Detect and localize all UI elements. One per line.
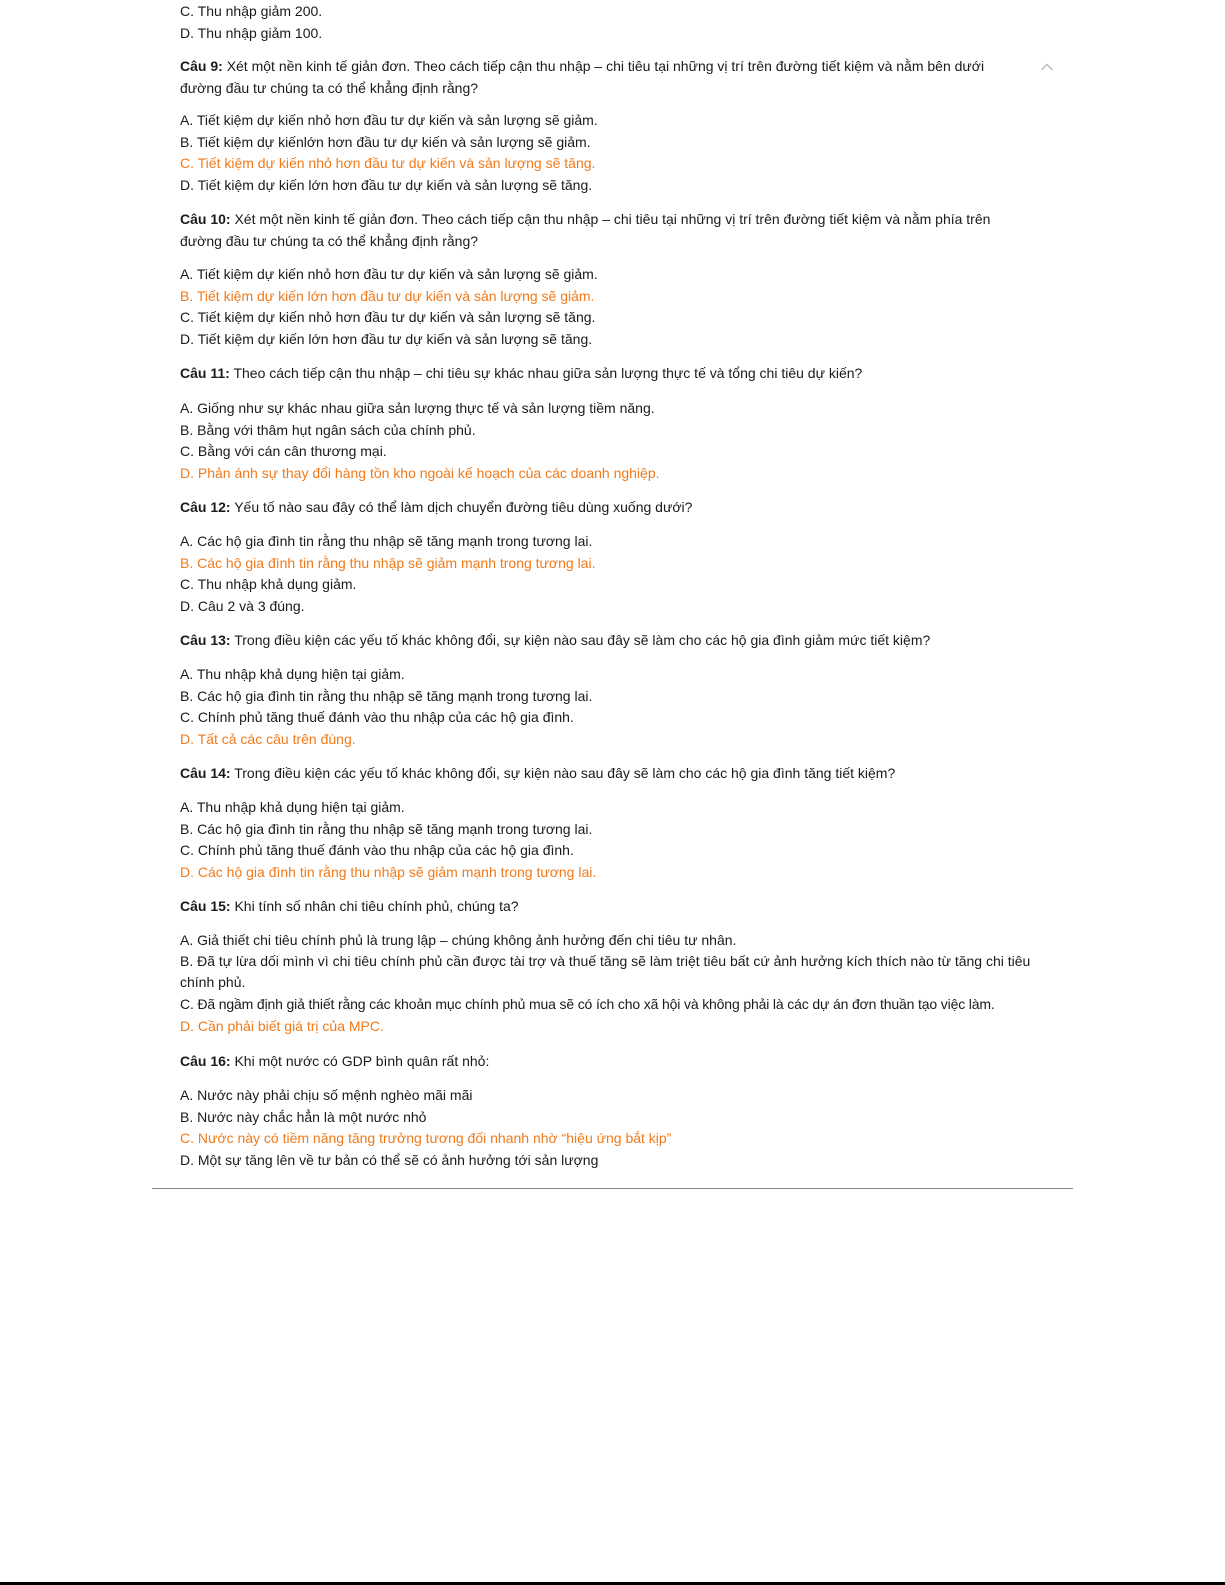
question-label: Câu 10: xyxy=(180,211,231,227)
answer-option: D. Câu 2 và 3 đúng. xyxy=(180,597,305,614)
answer-option: B. Đã tự lừa dối mình vì chi tiêu chính phủ cần được tài trợ và thuế tăng sẽ làm triệt tiêu bất cứ ảnh hưởng kích thích nào từ tăng chi tiêu chính phủ. xyxy=(180,952,1031,990)
question-text xyxy=(180,895,1060,917)
section-divider xyxy=(152,1188,1073,1189)
answer-option: D. Một sự tăng lên về tư bản có thể sẽ có ảnh hưởng tới sản lượng xyxy=(180,1151,599,1168)
chevron-up-svg xyxy=(1040,60,1054,74)
question-9 xyxy=(180,55,1020,99)
answer-option: A. Tiết kiệm dự kiến nhỏ hơn đầu tư dự kiến và sản lượng sẽ giảm. xyxy=(180,112,598,128)
answer-option: A. Giống như sự khác nhau giữa sản lượng thực tế và sản lượng tiềm năng. xyxy=(180,400,655,416)
answer-option: C. Chính phủ tăng thuế đánh vào thu nhập của các hộ gia đình. xyxy=(180,709,574,725)
question-body: Theo cách tiếp cận thu nhập – chi tiêu sự khác nhau giữa sản lượng thực tế và tổng chi tiêu dự kiến? xyxy=(233,365,863,381)
question-label: Câu 11: xyxy=(180,365,230,381)
question-text xyxy=(180,762,1060,784)
answer-option: A. Nước này phải chịu số mệnh nghèo mãi mãi xyxy=(180,1087,473,1103)
answer-option: D. Thu nhập giảm 100. xyxy=(180,24,323,41)
answer-option: A. Các hộ gia đình tin rằng thu nhập sẽ tăng mạnh trong tương lai. xyxy=(180,533,593,549)
question-text xyxy=(180,208,1030,252)
answer-option: B. Các hộ gia đình tin rằng thu nhập sẽ tăng mạnh trong tương lai. xyxy=(180,687,593,704)
question-15-options xyxy=(180,929,1050,1037)
answer-option: B. Bằng với thâm hụt ngân sách của chính phủ. xyxy=(180,421,476,438)
question-body: Xét một nền kinh tế giản đơn. Theo cách tiếp cận thu nhập – chi tiêu tại những vị trí trên đường tiết kiệm và nằm bên dưới đường đầu tư chúng ta có thể khẳng định rằng? xyxy=(180,58,985,96)
answer-option-correct: D. Các hộ gia đình tin rằng thu nhập sẽ giảm mạnh trong tương lai. xyxy=(180,863,597,880)
answer-option: D. Tiết kiệm dự kiến lớn hơn đầu tư dự kiến và sản lượng sẽ tăng. xyxy=(180,176,593,193)
answer-option: B. Nước này chắc hẳn là một nước nhỏ xyxy=(180,1108,427,1125)
answer-option: A. Tiết kiệm dự kiến nhỏ hơn đầu tư dự kiến và sản lượng sẽ giảm. xyxy=(180,266,598,282)
answer-option: A. Thu nhập khả dụng hiện tại giảm. xyxy=(180,666,405,682)
answer-option: C. Thu nhập giảm 200. xyxy=(180,3,323,19)
question-body: Yếu tố nào sau đây có thể làm dịch chuyển đường tiêu dùng xuống dưới? xyxy=(234,499,693,515)
answer-option: A. Giả thiết chi tiêu chính phủ là trung lập – chúng không ảnh hưởng đến chi tiêu tư nhân. xyxy=(180,932,737,948)
question-body: Xét một nền kinh tế giản đơn. Theo cách tiếp cận thu nhập – chi tiêu tại những vị trí trên đường tiết kiệm và nằm phía trên đường đầu tư chúng ta có thể khẳng định rằng? xyxy=(180,211,991,249)
question-label: Câu 12: xyxy=(180,499,231,515)
question-12 xyxy=(180,496,1060,518)
question-12-options xyxy=(180,530,595,616)
answer-option: C. Chính phủ tăng thuế đánh vào thu nhập của các hộ gia đình. xyxy=(180,842,574,858)
answer-option: C. Tiết kiệm dự kiến nhỏ hơn đầu tư dự kiến và sản lượng sẽ tăng. xyxy=(180,309,596,325)
chevron-up-icon[interactable] xyxy=(1040,60,1054,74)
question-15 xyxy=(180,895,1060,917)
answer-option-correct: B. Tiết kiệm dự kiến lớn hơn đầu tư dự kiến và sản lượng sẽ giảm. xyxy=(180,287,595,304)
answer-option-correct: C. Tiết kiệm dự kiến nhỏ hơn đầu tư dự kiến và sản lượng sẽ tăng. xyxy=(180,155,596,171)
question-body: Trong điều kiện các yếu tố khác không đổi, sự kiện nào sau đây sẽ làm cho các hộ gia đình tăng tiết kiệm? xyxy=(234,765,896,781)
question-body: Khi tính số nhân chi tiêu chính phủ, chúng ta? xyxy=(234,898,519,914)
question-label: Câu 13: xyxy=(180,632,231,648)
question-text xyxy=(180,496,1060,518)
question-text xyxy=(180,55,1020,99)
question-9-options xyxy=(180,109,598,195)
answer-option: B. Các hộ gia đình tin rằng thu nhập sẽ tăng mạnh trong tương lai. xyxy=(180,820,593,837)
question-13 xyxy=(180,629,1060,651)
question-text xyxy=(180,629,1060,651)
question-label: Câu 14: xyxy=(180,765,231,781)
answer-option: A. Thu nhập khả dụng hiện tại giảm. xyxy=(180,799,405,815)
question-10-options xyxy=(180,263,598,349)
question-16 xyxy=(180,1050,1060,1072)
answer-option: C. Đã ngầm định giả thiết rằng các khoản mục chính phủ mua sẽ có ích cho xã hội và không phải là các dự án đơn thuần tạo việc làm. xyxy=(180,995,995,1012)
question-body: Trong điều kiện các yếu tố khác không đổi, sự kiện nào sau đây sẽ làm cho các hộ gia đình giảm mức tiết kiệm? xyxy=(234,632,931,648)
question-text xyxy=(180,1050,1060,1072)
question-13-options xyxy=(180,663,592,749)
question-body: Khi một nước có GDP bình quân rất nhỏ: xyxy=(234,1053,490,1069)
answer-option: C. Thu nhập khả dụng giảm. xyxy=(180,576,357,592)
answer-option-correct: B. Các hộ gia đình tin rằng thu nhập sẽ giảm mạnh trong tương lai. xyxy=(180,554,596,571)
question-label: Câu 16: xyxy=(180,1053,231,1069)
answer-option-correct: D. Phản ánh sự thay đổi hàng tồn kho ngoài kế hoạch của các doanh nghiệp. xyxy=(180,464,660,481)
question-label: Câu 9: xyxy=(180,58,223,74)
answer-option: B. Tiết kiệm dự kiếnlớn hơn đầu tư dự kiến và sản lượng sẽ giảm. xyxy=(180,133,591,150)
question-14 xyxy=(180,762,1060,784)
question-label: Câu 15: xyxy=(180,898,231,914)
question-16-options xyxy=(180,1084,671,1170)
question-11 xyxy=(180,362,1060,384)
answer-option-correct: C. Nước này có tiềm năng tăng trưởng tương đối nhanh nhờ “hiệu ứng bắt kịp” xyxy=(180,1130,672,1146)
answer-option-correct: D. Tất cả các câu trên đúng. xyxy=(180,730,356,747)
answer-option: D. Tiết kiệm dự kiến lớn hơn đầu tư dự kiến và sản lượng sẽ tăng. xyxy=(180,330,593,347)
lead-options xyxy=(180,0,322,43)
question-text xyxy=(180,362,1060,384)
question-14-options xyxy=(180,796,596,882)
question-10 xyxy=(180,208,1030,252)
question-11-options xyxy=(180,397,660,483)
answer-option-correct: D. Cần phải biết giá trị của MPC. xyxy=(180,1018,384,1034)
answer-option: C. Bằng với cán cân thương mại. xyxy=(180,443,387,459)
